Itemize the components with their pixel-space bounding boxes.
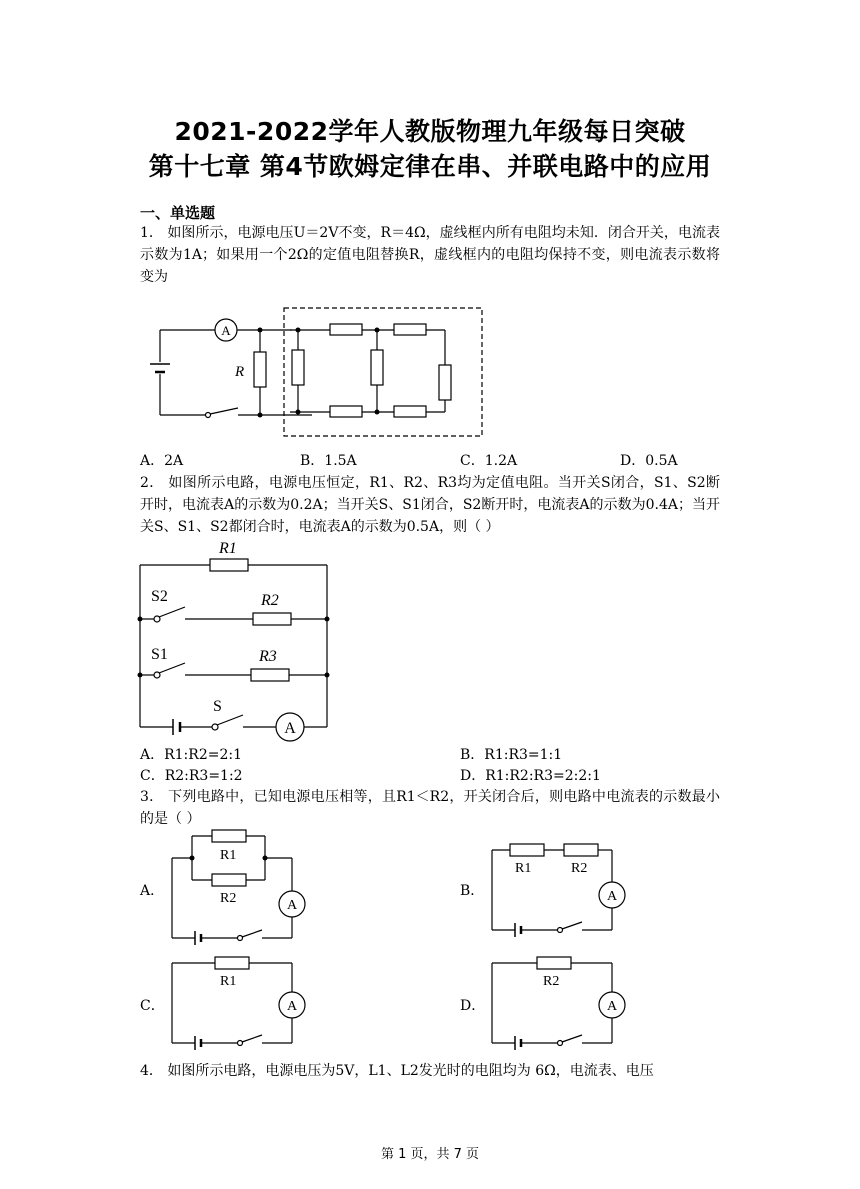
question-2-option-d[interactable]: D．R1:R2:R3=2:2:1	[460, 768, 601, 784]
question-3-text: 3． 下列电路中，已知电源电压相等，且R1＜R2，开关闭合后，则电路中电流表的示数最小的是（ ）	[140, 789, 720, 827]
q3d-ammeter-label: A	[606, 999, 618, 1014]
question-1-text: 1． 如图所示，电源电压U＝2V不变，R＝4Ω，虚线框内所有电阻均未知．闭合开关，电流表示数为1A；如果用一个2Ω的定值电阻替换R，虚线框内的电阻均保持不变，则电流表示数将变为	[140, 225, 720, 285]
question-4-text: 4． 如图所示电路，电源电压为5V，L1、L2发光时的电阻均为 6Ω，电流表、电压	[140, 1063, 654, 1079]
q2-ammeter-label: A	[284, 720, 296, 737]
q2-s1-label: S1	[151, 646, 168, 663]
section-heading: 一、单选题	[140, 204, 216, 222]
q1-resistor-label: R	[235, 364, 245, 380]
question-3-option-c-circuit	[165, 955, 315, 1055]
question-2-option-c[interactable]: C．R2:R3=1:2	[140, 768, 243, 784]
question-3-option-c[interactable]: C．	[140, 998, 165, 1014]
q3c-r1-label: R1	[220, 974, 237, 989]
question-3-option-a[interactable]: A．	[140, 883, 165, 899]
q3a-r1-label: R1	[220, 848, 237, 863]
question-1-option-a[interactable]: A．2A	[140, 453, 184, 469]
page-footer: 第 1 页，共 7 页	[380, 1147, 480, 1162]
q2-r1-label: R1	[219, 540, 237, 557]
question-3-option-b-circuit	[485, 840, 635, 940]
question-3-option-a-circuit	[165, 828, 315, 948]
q3a-ammeter-label: A	[286, 898, 298, 913]
q3b-r1-label: R1	[515, 861, 532, 876]
q3b-r2-label: R2	[571, 861, 588, 876]
question-1-option-c[interactable]: C．1.2A	[460, 453, 518, 469]
q1-ammeter-label: A	[221, 323, 231, 338]
question-2-text: 2． 如图所示电路，电源电压恒定，R1、R2、R3均为定值电阻。当开关S闭合，S1、S2断开时，电流表A的示数为0.2A；当开关S、S1闭合，S2断开时，电流表A的示数为0.4A；当开关S、S1、S2都闭合时，电流表A的示数为0.5A，则（ ）	[140, 475, 720, 535]
q3d-r2-label: R2	[543, 974, 560, 989]
q3c-ammeter-label: A	[286, 999, 298, 1014]
question-2-option-b[interactable]: B．R1:R3=1:1	[460, 747, 563, 763]
q2-r3-label: R3	[259, 648, 277, 665]
q3b-ammeter-label: A	[606, 889, 618, 904]
question-2-circuit-figure	[135, 535, 335, 745]
q2-r2-label: R2	[261, 592, 279, 609]
question-1-option-b[interactable]: B．1.5A	[300, 453, 357, 469]
q2-s-label: S	[213, 698, 222, 715]
question-3-option-d-circuit	[485, 955, 635, 1055]
question-1-option-d[interactable]: D．0.5A	[620, 453, 678, 469]
q3a-r2-label: R2	[220, 891, 237, 906]
question-3-option-d[interactable]: D．	[460, 998, 486, 1014]
title-line-1: 2021-2022学年人教版物理九年级每日突破	[174, 117, 686, 146]
question-1-circuit-figure	[140, 300, 500, 450]
question-2-option-a[interactable]: A．R1:R2=2:1	[140, 747, 242, 763]
title-line-2: 第十七章 第4节欧姆定律在串、并联电路中的应用	[148, 152, 712, 181]
question-3-option-b[interactable]: B．	[460, 883, 485, 899]
q2-s2-label: S2	[151, 588, 168, 605]
